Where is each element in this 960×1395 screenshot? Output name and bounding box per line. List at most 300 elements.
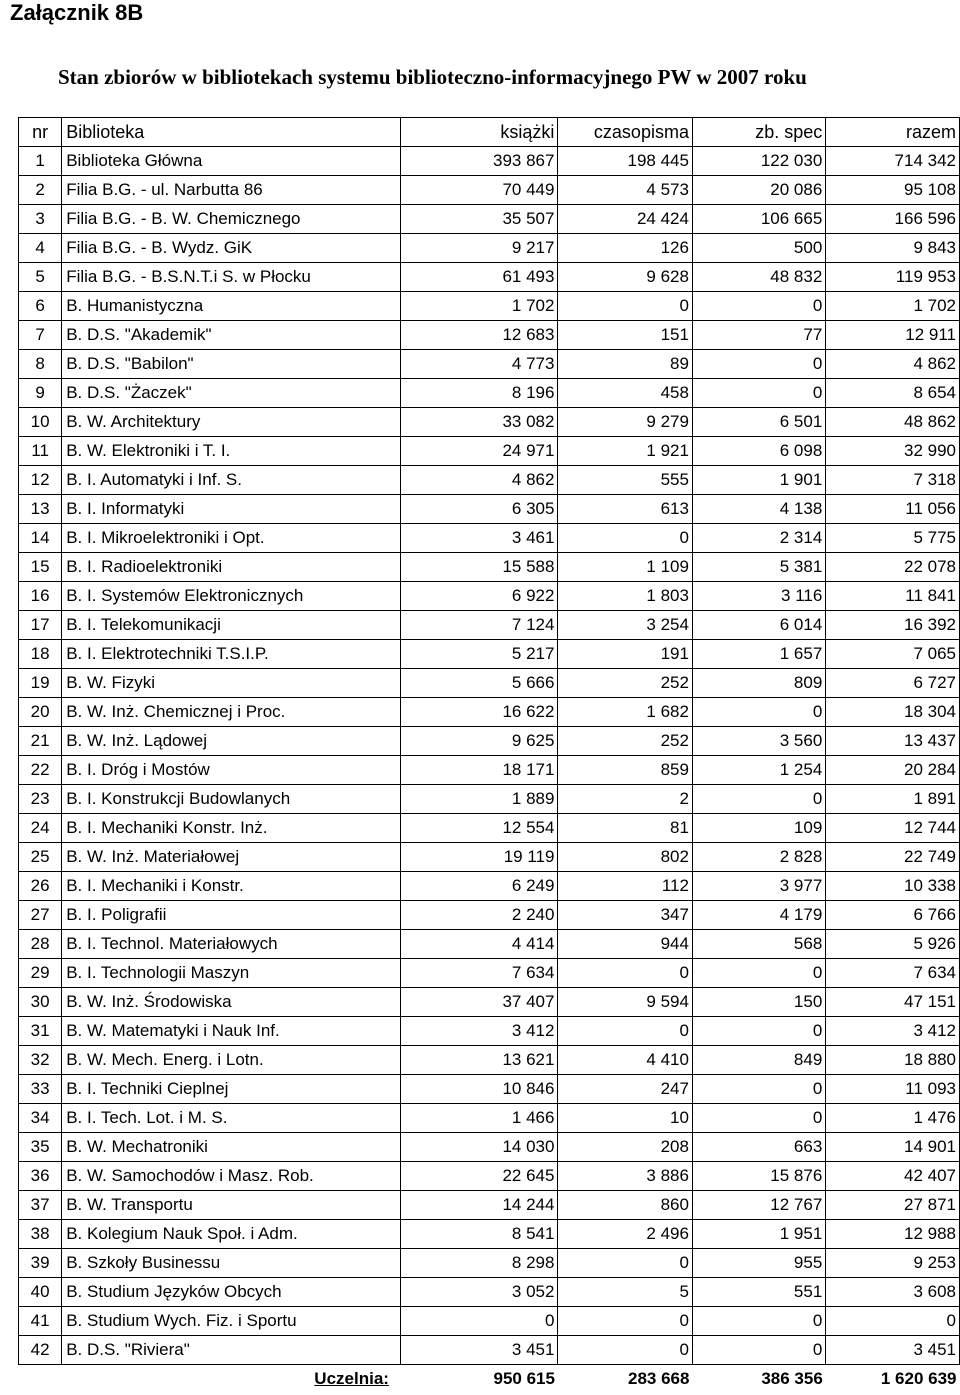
cell-special: 0 [692,1017,825,1046]
column-header-total: razem [826,118,960,147]
table-row [19,1336,960,1365]
cell-total: 119 953 [826,263,960,292]
cell-total: 11 093 [826,1075,960,1104]
cell-periodicals: 2 496 [558,1220,693,1249]
cell-books: 5 217 [401,640,558,669]
table-row [19,176,960,205]
cell-periodicals: 126 [558,234,693,263]
cell-nr: 38 [19,1220,62,1249]
table-row [19,988,960,1017]
cell-library: B. Humanistyczna [62,292,401,321]
cell-books: 15 588 [401,553,558,582]
cell-total: 18 880 [826,1046,960,1075]
cell-nr: 20 [19,698,62,727]
cell-special: 1 254 [692,756,825,785]
table-row [19,959,960,988]
cell-library: B. I. Poligrafii [62,901,401,930]
cell-library: B. W. Mechatroniki [62,1133,401,1162]
cell-special: 3 560 [692,727,825,756]
cell-library: B. D.S. "Żaczek" [62,379,401,408]
cell-books: 8 196 [401,379,558,408]
cell-nr: 3 [19,205,62,234]
cell-special: 0 [692,1307,825,1336]
cell-special: 0 [692,1336,825,1365]
cell-special: 955 [692,1249,825,1278]
table-row [19,843,960,872]
table-row [19,756,960,785]
cell-library: B. W. Samochodów i Masz. Rob. [62,1162,401,1191]
cell-nr: 5 [19,263,62,292]
cell-periodicals: 9 628 [558,263,693,292]
cell-total: 6 727 [826,669,960,698]
cell-nr: 19 [19,669,62,698]
cell-total: 1 476 [826,1104,960,1133]
table-row [19,524,960,553]
cell-total: 48 862 [826,408,960,437]
cell-periodicals: 458 [558,379,693,408]
cell-periodicals: 0 [558,1249,693,1278]
cell-total: 714 342 [826,147,960,176]
cell-library: B. I. Technologii Maszyn [62,959,401,988]
table-row [19,408,960,437]
cell-total: 1 891 [826,785,960,814]
cell-books: 0 [401,1307,558,1336]
cell-periodicals: 112 [558,872,693,901]
cell-nr: 29 [19,959,62,988]
column-header-periodicals: czasopisma [558,118,693,147]
cell-special: 6 501 [692,408,825,437]
cell-books: 5 666 [401,669,558,698]
cell-library: B. I. Tech. Lot. i M. S. [62,1104,401,1133]
cell-total: 22 749 [826,843,960,872]
table-row [19,785,960,814]
cell-books: 33 082 [401,408,558,437]
totals-spacer [19,1365,62,1394]
cell-library: B. D.S. "Riviera" [62,1336,401,1365]
cell-total: 9 843 [826,234,960,263]
cell-periodicals: 9 279 [558,408,693,437]
cell-library: B. W. Inż. Lądowej [62,727,401,756]
cell-books: 3 412 [401,1017,558,1046]
table-row [19,1017,960,1046]
collections-table [18,117,960,1393]
cell-total: 27 871 [826,1191,960,1220]
cell-total: 32 990 [826,437,960,466]
cell-special: 6 014 [692,611,825,640]
cell-books: 18 171 [401,756,558,785]
table-row [19,147,960,176]
cell-nr: 4 [19,234,62,263]
column-header-library: Biblioteka [62,118,401,147]
cell-nr: 30 [19,988,62,1017]
cell-total: 6 766 [826,901,960,930]
cell-library: B. I. Dróg i Mostów [62,756,401,785]
cell-library: B. Studium Wych. Fiz. i Sportu [62,1307,401,1336]
cell-special: 0 [692,350,825,379]
cell-nr: 22 [19,756,62,785]
cell-books: 12 554 [401,814,558,843]
cell-books: 3 052 [401,1278,558,1307]
cell-books: 14 030 [401,1133,558,1162]
cell-total: 13 437 [826,727,960,756]
cell-library: Filia B.G. - B. W. Chemicznego [62,205,401,234]
cell-nr: 9 [19,379,62,408]
cell-special: 3 116 [692,582,825,611]
cell-special: 663 [692,1133,825,1162]
cell-special: 568 [692,930,825,959]
table-row [19,901,960,930]
cell-books: 1 889 [401,785,558,814]
cell-periodicals: 0 [558,1307,693,1336]
cell-special: 48 832 [692,263,825,292]
cell-library: B. I. Techniki Cieplnej [62,1075,401,1104]
table-row [19,1278,960,1307]
cell-library: B. I. Systemów Elektronicznych [62,582,401,611]
cell-nr: 35 [19,1133,62,1162]
cell-books: 8 298 [401,1249,558,1278]
cell-periodicals: 1 109 [558,553,693,582]
cell-library: B. I. Automatyki i Inf. S. [62,466,401,495]
cell-nr: 11 [19,437,62,466]
table-row [19,582,960,611]
cell-library: Filia B.G. - B. Wydz. GiK [62,234,401,263]
cell-nr: 32 [19,1046,62,1075]
cell-nr: 26 [19,872,62,901]
cell-total: 5 775 [826,524,960,553]
table-header-row [19,118,960,147]
totals-special: 386 356 [761,1369,823,1388]
cell-books: 6 922 [401,582,558,611]
cell-library: B. I. Mikroelektroniki i Opt. [62,524,401,553]
cell-books: 3 451 [401,1336,558,1365]
cell-special: 20 086 [692,176,825,205]
cell-books: 4 773 [401,350,558,379]
column-header-special: zb. spec [692,118,825,147]
totals-label: Uczelnia: [314,1369,389,1388]
cell-periodicals: 1 921 [558,437,693,466]
cell-periodicals: 89 [558,350,693,379]
cell-books: 14 244 [401,1191,558,1220]
cell-periodicals: 4 410 [558,1046,693,1075]
cell-special: 1 951 [692,1220,825,1249]
cell-periodicals: 347 [558,901,693,930]
cell-books: 37 407 [401,988,558,1017]
cell-books: 6 305 [401,495,558,524]
cell-special: 2 828 [692,843,825,872]
cell-books: 1 702 [401,292,558,321]
cell-total: 16 392 [826,611,960,640]
cell-total: 11 056 [826,495,960,524]
cell-books: 35 507 [401,205,558,234]
cell-periodicals: 208 [558,1133,693,1162]
cell-special: 1 657 [692,640,825,669]
cell-books: 7 634 [401,959,558,988]
table-row [19,1162,960,1191]
cell-library: B. Szkoły Businessu [62,1249,401,1278]
table-row [19,727,960,756]
cell-books: 22 645 [401,1162,558,1191]
cell-nr: 12 [19,466,62,495]
cell-nr: 40 [19,1278,62,1307]
cell-periodicals: 859 [558,756,693,785]
cell-periodicals: 0 [558,1017,693,1046]
cell-books: 19 119 [401,843,558,872]
cell-total: 9 253 [826,1249,960,1278]
cell-nr: 36 [19,1162,62,1191]
cell-nr: 25 [19,843,62,872]
cell-library: B. I. Radioelektroniki [62,553,401,582]
cell-total: 3 608 [826,1278,960,1307]
cell-books: 7 124 [401,611,558,640]
cell-books: 61 493 [401,263,558,292]
cell-nr: 16 [19,582,62,611]
cell-special: 0 [692,785,825,814]
cell-books: 2 240 [401,901,558,930]
totals-row [19,1365,960,1394]
cell-nr: 31 [19,1017,62,1046]
cell-library: B. I. Konstrukcji Budowlanych [62,785,401,814]
cell-library: B. W. Inż. Środowiska [62,988,401,1017]
cell-periodicals: 4 573 [558,176,693,205]
cell-total: 12 911 [826,321,960,350]
cell-total: 3 451 [826,1336,960,1365]
cell-total: 10 338 [826,872,960,901]
cell-library: Biblioteka Główna [62,147,401,176]
cell-special: 4 179 [692,901,825,930]
table-row [19,495,960,524]
cell-total: 12 988 [826,1220,960,1249]
table-row [19,466,960,495]
table-row [19,553,960,582]
cell-periodicals: 9 594 [558,988,693,1017]
table-row [19,263,960,292]
table-body [19,147,960,1365]
cell-periodicals: 151 [558,321,693,350]
cell-library: B. I. Mechaniki Konstr. Inż. [62,814,401,843]
table-row [19,872,960,901]
cell-library: B. W. Mech. Energ. i Lotn. [62,1046,401,1075]
cell-nr: 33 [19,1075,62,1104]
cell-library: B. W. Matematyki i Nauk Inf. [62,1017,401,1046]
totals-books: 950 615 [493,1369,555,1388]
cell-total: 5 926 [826,930,960,959]
cell-special: 1 901 [692,466,825,495]
cell-nr: 2 [19,176,62,205]
table-row [19,205,960,234]
cell-books: 8 541 [401,1220,558,1249]
table-row [19,321,960,350]
cell-nr: 10 [19,408,62,437]
cell-nr: 1 [19,147,62,176]
cell-books: 3 461 [401,524,558,553]
cell-periodicals: 198 445 [558,147,693,176]
table-row [19,379,960,408]
table-row [19,1104,960,1133]
cell-nr: 24 [19,814,62,843]
cell-special: 551 [692,1278,825,1307]
attachment-label: Załącznik 8B [10,0,144,25]
cell-periodicals: 944 [558,930,693,959]
cell-books: 24 971 [401,437,558,466]
cell-nr: 7 [19,321,62,350]
cell-special: 0 [692,698,825,727]
table-row [19,1133,960,1162]
cell-books: 1 466 [401,1104,558,1133]
table-row [19,1307,960,1336]
cell-periodicals: 1 682 [558,698,693,727]
table-row [19,930,960,959]
cell-special: 849 [692,1046,825,1075]
column-header-books: książki [401,118,558,147]
cell-nr: 14 [19,524,62,553]
cell-periodicals: 802 [558,843,693,872]
cell-periodicals: 555 [558,466,693,495]
cell-nr: 6 [19,292,62,321]
table-row [19,1046,960,1075]
page-title: Stan zbiorów w bibliotekach systemu biblioteczno-informacyjnego PW w 2007 roku [58,65,807,89]
cell-total: 18 304 [826,698,960,727]
cell-nr: 13 [19,495,62,524]
cell-total: 3 412 [826,1017,960,1046]
cell-library: B. W. Elektroniki i T. I. [62,437,401,466]
cell-library: B. W. Fizyki [62,669,401,698]
cell-periodicals: 10 [558,1104,693,1133]
cell-special: 150 [692,988,825,1017]
cell-library: B. W. Transportu [62,1191,401,1220]
table-row [19,292,960,321]
cell-periodicals: 0 [558,959,693,988]
cell-special: 109 [692,814,825,843]
cell-nr: 17 [19,611,62,640]
table-row [19,640,960,669]
table-row [19,698,960,727]
cell-total: 166 596 [826,205,960,234]
cell-periodicals: 191 [558,640,693,669]
table-row [19,234,960,263]
cell-nr: 8 [19,350,62,379]
cell-books: 12 683 [401,321,558,350]
cell-periodicals: 0 [558,1336,693,1365]
cell-special: 0 [692,1075,825,1104]
cell-special: 0 [692,379,825,408]
cell-special: 12 767 [692,1191,825,1220]
cell-periodicals: 252 [558,669,693,698]
cell-periodicals: 1 803 [558,582,693,611]
cell-total: 7 318 [826,466,960,495]
cell-total: 95 108 [826,176,960,205]
cell-books: 9 217 [401,234,558,263]
table-row [19,1191,960,1220]
cell-periodicals: 2 [558,785,693,814]
cell-periodicals: 247 [558,1075,693,1104]
cell-total: 14 901 [826,1133,960,1162]
cell-total: 8 654 [826,379,960,408]
cell-periodicals: 613 [558,495,693,524]
cell-total: 42 407 [826,1162,960,1191]
cell-periodicals: 24 424 [558,205,693,234]
cell-total: 12 744 [826,814,960,843]
cell-books: 13 621 [401,1046,558,1075]
cell-nr: 39 [19,1249,62,1278]
cell-library: B. Studium Języków Obcych [62,1278,401,1307]
table-row [19,350,960,379]
cell-special: 106 665 [692,205,825,234]
cell-total: 11 841 [826,582,960,611]
cell-periodicals: 3 254 [558,611,693,640]
cell-periodicals: 3 886 [558,1162,693,1191]
cell-books: 6 249 [401,872,558,901]
cell-special: 0 [692,959,825,988]
cell-books: 16 622 [401,698,558,727]
cell-books: 10 846 [401,1075,558,1104]
cell-library: B. D.S. "Babilon" [62,350,401,379]
cell-total: 20 284 [826,756,960,785]
cell-library: B. I. Elektrotechniki T.S.I.P. [62,640,401,669]
column-header-nr: nr [19,118,62,147]
cell-periodicals: 81 [558,814,693,843]
cell-periodicals: 860 [558,1191,693,1220]
cell-library: Filia B.G. - B.S.N.T.i S. w Płocku [62,263,401,292]
cell-nr: 23 [19,785,62,814]
cell-total: 7 634 [826,959,960,988]
cell-books: 9 625 [401,727,558,756]
cell-periodicals: 5 [558,1278,693,1307]
cell-books: 393 867 [401,147,558,176]
table-row [19,669,960,698]
table-row [19,1249,960,1278]
cell-nr: 42 [19,1336,62,1365]
cell-special: 5 381 [692,553,825,582]
table-row [19,814,960,843]
cell-total: 4 862 [826,350,960,379]
cell-periodicals: 252 [558,727,693,756]
cell-nr: 28 [19,930,62,959]
table-row [19,1220,960,1249]
table-row [19,1075,960,1104]
cell-nr: 27 [19,901,62,930]
cell-periodicals: 0 [558,524,693,553]
cell-special: 6 098 [692,437,825,466]
cell-special: 0 [692,292,825,321]
cell-special: 3 977 [692,872,825,901]
cell-total: 22 078 [826,553,960,582]
cell-library: Filia B.G. - ul. Narbutta 86 [62,176,401,205]
table-row [19,437,960,466]
cell-special: 122 030 [692,147,825,176]
cell-nr: 15 [19,553,62,582]
cell-library: B. I. Telekomunikacji [62,611,401,640]
cell-total: 7 065 [826,640,960,669]
cell-library: B. I. Technol. Materiałowych [62,930,401,959]
totals-periodicals: 283 668 [628,1369,690,1388]
cell-special: 0 [692,1104,825,1133]
cell-nr: 41 [19,1307,62,1336]
cell-special: 500 [692,234,825,263]
cell-library: B. W. Inż. Materiałowej [62,843,401,872]
cell-library: B. W. Architektury [62,408,401,437]
cell-special: 15 876 [692,1162,825,1191]
cell-books: 70 449 [401,176,558,205]
cell-library: B. Kolegium Nauk Społ. i Adm. [62,1220,401,1249]
cell-total: 0 [826,1307,960,1336]
cell-library: B. I. Informatyki [62,495,401,524]
cell-periodicals: 0 [558,292,693,321]
cell-special: 77 [692,321,825,350]
cell-special: 4 138 [692,495,825,524]
cell-books: 4 414 [401,930,558,959]
cell-special: 2 314 [692,524,825,553]
cell-library: B. D.S. "Akademik" [62,321,401,350]
